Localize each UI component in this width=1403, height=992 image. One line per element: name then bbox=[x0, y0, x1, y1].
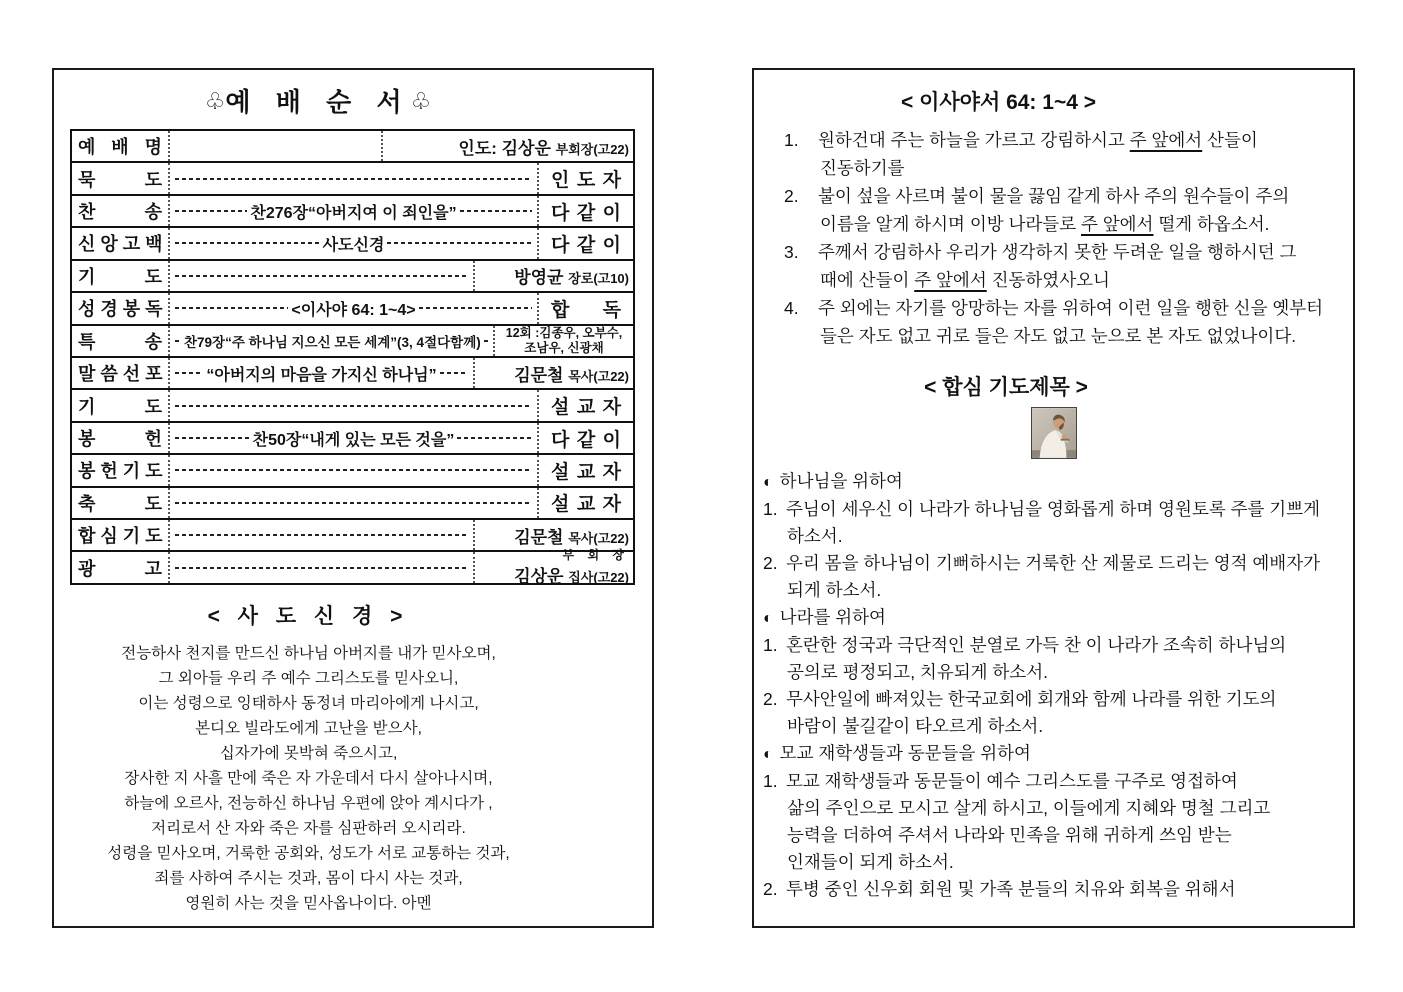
order-value: 다 같 이 bbox=[537, 228, 633, 258]
club-suit-icon: ♧ bbox=[410, 88, 432, 114]
item-number: 4. bbox=[784, 298, 799, 318]
order-value: 부 회 장 김상운 집사(고22) bbox=[473, 552, 633, 582]
prayer-item: 1. 주님이 세우신 이 나라가 하나님을 영화롭게 하며 영원토록 주를 기쁘게 하소서. bbox=[763, 496, 1343, 550]
scripture-line: 들은 자도 없고 귀로 들은 자도 없고 눈으로 본 자도 없었나이다. bbox=[820, 326, 1297, 346]
order-leader bbox=[170, 552, 473, 582]
prayer-section bbox=[763, 468, 1343, 604]
page-right-scripture-prayer bbox=[752, 68, 1355, 928]
order-label: 예 배 명 bbox=[78, 137, 162, 158]
prayer-section-heading: ◐ 하나님을 위하여 bbox=[763, 471, 903, 491]
leader-dashes bbox=[175, 469, 532, 471]
table-row bbox=[72, 194, 633, 226]
order-label: 광 고 bbox=[78, 558, 162, 579]
order-label: 특 송 bbox=[78, 331, 162, 352]
leader-dashes bbox=[175, 502, 532, 504]
order-value: 설 교 자 bbox=[537, 390, 633, 420]
order-value: 김문철 목사(고22) bbox=[473, 520, 633, 550]
order-value: 설 교 자 bbox=[537, 488, 633, 518]
half-circle-bullet-icon: ◐ bbox=[763, 746, 773, 763]
leader-dashes bbox=[175, 372, 203, 374]
role-label: 부 회 장 bbox=[562, 547, 629, 562]
order-leader bbox=[170, 196, 537, 226]
prayer-item: 2. 무사안일에 빠져있는 한국교회에 회개와 함께 나라를 위한 기도의 바람이 불길같이 타오르게 하소서. bbox=[763, 686, 1343, 740]
order-leader bbox=[170, 488, 537, 518]
table-row bbox=[72, 324, 633, 356]
order-label: 기 도 bbox=[78, 266, 162, 287]
leader-dashes bbox=[175, 437, 250, 439]
prayer-title: < 합심 기도제목 > bbox=[924, 376, 1088, 399]
scripture-item: 4. 주 외에는 자기를 앙망하는 자를 위하여 이런 일을 행한 신을 옛부터 들은 자도 없고 귀로 들은 자도 없고 눈으로 본 자도 없었나이다. bbox=[784, 294, 1327, 350]
creed-line: 하늘에 오르사, 전능하신 하나님 우편에 앉아 계시다가 , bbox=[124, 795, 493, 812]
table-row bbox=[72, 356, 633, 388]
order-leader bbox=[170, 358, 473, 388]
table-row bbox=[72, 453, 633, 485]
item-number: 2. bbox=[763, 553, 778, 573]
item-number: 1. bbox=[784, 130, 799, 150]
leader-dashes bbox=[419, 307, 532, 309]
order-value: 합 독 bbox=[537, 293, 633, 323]
leader-dashes bbox=[175, 275, 468, 277]
leader-dashes bbox=[175, 340, 181, 342]
scripture-title: < 이사야서 64: 1~4 > bbox=[901, 91, 1096, 114]
order-label: 묵 도 bbox=[78, 169, 162, 190]
scripture-line: 진동하기를 bbox=[820, 158, 905, 178]
order-label: 말 씀 선 포 bbox=[78, 364, 163, 385]
order-leader bbox=[170, 326, 493, 356]
creed-line: 전능하사 천지를 만드신 하나님 아버지를 내가 믿사오며, bbox=[121, 645, 496, 662]
table-row bbox=[72, 547, 633, 586]
order-label: 신 앙 고 백 bbox=[78, 234, 163, 255]
prayer-item: 2. 우리 몸을 하나님이 기뻐하시는 거룩한 산 제물로 드리는 영적 예배자가 되게 하소서. bbox=[763, 550, 1343, 604]
leader-dashes bbox=[175, 534, 468, 536]
table-row bbox=[72, 518, 633, 550]
prayer-section bbox=[763, 740, 1343, 903]
order-leader bbox=[170, 520, 473, 550]
item-number: 2. bbox=[763, 879, 778, 899]
leader-dashes bbox=[175, 242, 320, 244]
underlined-phrase: 주 앞에서 bbox=[1080, 214, 1154, 234]
prayer-item: 1. 혼란한 정국과 극단적인 분열로 가득 찬 이 나라가 조속히 하나님의 공의로 평정되고, 치유되게 하소서. bbox=[763, 632, 1343, 686]
creed-line: 이는 성령으로 잉태하사 동정녀 마리아에게 나시고, bbox=[138, 695, 479, 712]
table-row bbox=[72, 291, 633, 323]
jesus-praying-image bbox=[1031, 407, 1077, 459]
order-leader bbox=[170, 163, 537, 193]
order-label: 봉 헌 기 도 bbox=[78, 461, 163, 482]
underlined-phrase: 주 앞에서 bbox=[1129, 130, 1203, 150]
order-label: 봉 헌 bbox=[78, 429, 162, 449]
leader-dashes bbox=[175, 405, 532, 407]
page-left-worship-order bbox=[52, 68, 654, 928]
table-row bbox=[72, 388, 633, 420]
table-row bbox=[72, 161, 633, 193]
order-value: 인 도 자 bbox=[537, 163, 633, 193]
hymn-text: 찬276장“아버지여 이 죄인을” bbox=[250, 204, 457, 222]
worship-order-table bbox=[70, 129, 635, 585]
order-value: 인도: 김상운 부회장(고22) bbox=[381, 131, 633, 161]
order-value: 김문철 목사(고22) bbox=[473, 358, 633, 388]
scripture-item: 1. 원하건대 주는 하늘을 가르고 강림하시고 주 앞에서 산들이 진동하기를 bbox=[784, 126, 1327, 182]
order-leader bbox=[170, 131, 381, 161]
creed-line: 영원히 사는 것을 믿사옵나이다. 아멘 bbox=[185, 895, 432, 912]
order-label: 찬 송 bbox=[78, 202, 162, 223]
order-value: 12회 :김종우, 오부수, 조남우, 신광채 bbox=[493, 326, 633, 356]
table-row bbox=[72, 486, 633, 518]
item-number: 2. bbox=[784, 186, 799, 206]
order-leader bbox=[170, 390, 537, 420]
prayer-item: 1. 모교 재학생들과 동문들이 예수 그리스도를 구주로 영접하여 삶의 주인으로 모시고 살게 하시고, 이들에게 지혜와 명철 그리고 능력을 더하여 주셔서 나라와 민족을 위해 귀하게 쓰임 받는 인재들이 되게 하소서. bbox=[763, 768, 1343, 876]
item-number: 1. bbox=[763, 499, 778, 519]
table-row bbox=[72, 131, 633, 161]
prayer-item: 2. 투병 중인 신우회 회원 및 가족 분들의 치유와 회복을 위해서 bbox=[763, 876, 1343, 903]
creed-line: 본디오 빌라도에게 고난을 받으사, bbox=[195, 720, 422, 737]
creed-line: 그 외아들 우리 주 예수 그리스도를 믿사오니, bbox=[158, 670, 459, 687]
creed-line: 장사한 지 사흘 만에 죽은 자 가운데서 다시 살아나시며, bbox=[124, 770, 493, 787]
leader-dashes bbox=[175, 210, 247, 212]
leader-dashes bbox=[175, 178, 532, 180]
order-value: 설 교 자 bbox=[537, 455, 633, 485]
item-number: 1. bbox=[763, 635, 778, 655]
creed-ref-text: 사도신경 bbox=[322, 236, 385, 254]
order-value: 방영균 장로(고10) bbox=[473, 261, 633, 291]
order-leader bbox=[170, 423, 537, 453]
creed-title: < 사 도 신 경 > bbox=[207, 605, 409, 628]
item-number: 1. bbox=[763, 771, 778, 791]
half-circle-bullet-icon: ◐ bbox=[763, 610, 773, 627]
order-value: 다 같 이 bbox=[537, 196, 633, 226]
creed-line: 성령을 믿사오며, 거룩한 공회와, 성도가 서로 교통하는 것과, bbox=[107, 845, 510, 862]
leader-dashes bbox=[484, 340, 490, 342]
table-row bbox=[72, 421, 633, 453]
order-leader bbox=[170, 455, 537, 485]
leader-dashes bbox=[457, 437, 532, 439]
apostles-creed bbox=[60, 641, 557, 916]
underlined-phrase: 주 앞에서 bbox=[914, 270, 987, 290]
leader-dashes bbox=[440, 372, 468, 374]
special-song-text: 찬79장“주 하나님 지으신 모든 세계”(3, 4절다함께) bbox=[184, 334, 481, 350]
order-leader bbox=[170, 293, 537, 323]
creed-line: 십자가에 못박혀 죽으시고, bbox=[219, 745, 398, 762]
leader-dashes bbox=[175, 567, 468, 569]
leader-dashes bbox=[175, 307, 288, 309]
order-leader bbox=[170, 228, 537, 258]
table-row bbox=[72, 226, 633, 258]
leader-dashes bbox=[460, 210, 532, 212]
half-circle-bullet-icon: ◐ bbox=[763, 474, 773, 491]
item-number: 3. bbox=[784, 242, 799, 262]
order-label: 축 도 bbox=[78, 493, 162, 514]
worship-order-title-text: 예 배 순 서 bbox=[225, 87, 411, 117]
order-label: 성 경 봉 독 bbox=[78, 299, 163, 320]
prayer-section bbox=[763, 604, 1343, 740]
scripture-item: 3. 주께서 강림하사 우리가 생각하지 못한 두려운 일을 행하시던 그 때에 산들이 주 앞에서 진동하였사오니 bbox=[784, 238, 1327, 294]
order-value: 다 같 이 bbox=[537, 423, 633, 453]
prayer-section-heading: ◐ 나라를 위하여 bbox=[763, 607, 886, 627]
club-suit-icon: ♧ bbox=[204, 88, 226, 114]
scripture-item: 2. 불이 섶을 사르며 불이 물을 끓임 같게 하사 주의 원수들이 주의 이름을 알게 하시며 이방 나라들로 주 앞에서 떨게 하옵소서. bbox=[784, 182, 1327, 238]
worship-order-title bbox=[54, 82, 582, 119]
scripture-ref-text: <이사야 64: 1~4> bbox=[291, 301, 416, 319]
scripture-list bbox=[784, 126, 1327, 350]
sermon-title-text: “아버지의 마음을 가지신 하나님” bbox=[206, 366, 437, 384]
creed-line: 죄를 사하여 주시는 것과, 몸이 다시 사는 것과, bbox=[154, 870, 463, 887]
order-leader bbox=[170, 261, 473, 291]
prayer-section-heading: ◐ 모교 재학생들과 동문들을 위하여 bbox=[763, 743, 1031, 763]
leader-dashes bbox=[387, 242, 532, 244]
item-number: 2. bbox=[763, 689, 778, 709]
order-label: 합 심 기 도 bbox=[78, 526, 163, 547]
hymn-text: 찬50장“내게 있는 모든 것을” bbox=[252, 431, 455, 449]
table-row bbox=[72, 259, 633, 291]
scripture-line: 이름을 알게 하시며 이방 나라들로 주 앞에서 떨게 하옵소서. bbox=[820, 214, 1270, 234]
order-label: 기 도 bbox=[78, 396, 162, 417]
scripture-line: 때에 산들이 주 앞에서 진동하였사오니 bbox=[820, 270, 1110, 290]
creed-line: 저리로서 산 자와 죽은 자를 심판하러 오시리라. bbox=[151, 820, 466, 837]
